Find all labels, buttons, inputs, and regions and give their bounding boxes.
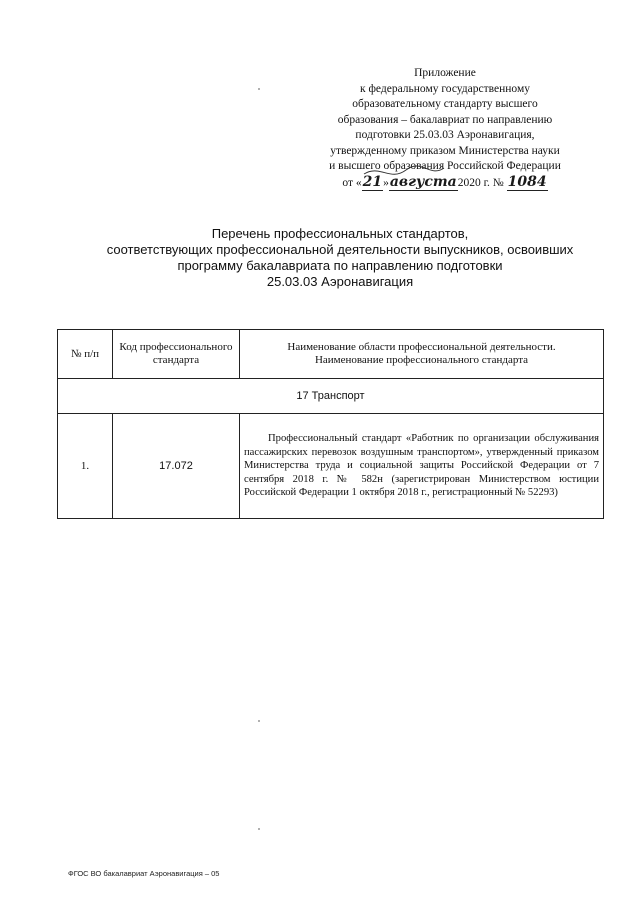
handwritten-day: 21 bbox=[362, 173, 383, 190]
table-header-row bbox=[58, 330, 604, 379]
appendix-line: к федеральному государственному bbox=[360, 82, 530, 95]
page-footer: ФГОС ВО бакалавриат Аэронавигация – 05 bbox=[68, 869, 220, 878]
scan-speck bbox=[258, 720, 260, 722]
row-name: Профессиональный стандарт «Работник по организации обслуживания пассажирских перевозок воздушным транспортом», утвержденный приказом Министерства труда и социальной защиты Российской Федерации от 7 сентября 2018 г. № 582н (зарегистрирован Министерством юстиции Российской Федерации 1 октября 2018 г., регистрационный № 52293) bbox=[240, 414, 604, 519]
appendix-line: образования – бакалавриат по направлению bbox=[337, 113, 553, 126]
title-line: программу бакалавриата по направлению подготовки bbox=[177, 258, 503, 273]
section-title: 17 Транспорт bbox=[58, 379, 604, 414]
date-day-close: » bbox=[383, 176, 389, 189]
title-line: соответствующих профессиональной деятельности выпускников, освоивших bbox=[106, 242, 574, 257]
header-code: Код профессионального стандарта bbox=[113, 330, 240, 379]
signature-scribble-icon bbox=[360, 160, 480, 184]
handwritten-month: августа bbox=[389, 173, 457, 190]
scan-speck bbox=[258, 828, 260, 830]
section-row bbox=[58, 379, 604, 414]
header-name bbox=[240, 330, 604, 379]
row-code: 17.072 bbox=[113, 414, 240, 519]
scan-speck bbox=[258, 88, 260, 90]
header-name-line2: Наименование профессионального стандарта bbox=[314, 354, 529, 366]
title-line: 25.03.03 Аэронавигация bbox=[266, 274, 414, 289]
date-prefix: от « bbox=[342, 176, 362, 189]
appendix-line: и высшего образования Российской Федерации bbox=[329, 160, 561, 172]
appendix-line: Приложение bbox=[414, 67, 476, 79]
row-num: 1. bbox=[58, 414, 113, 519]
header-name-line1: Наименование области профессиональной деятельности. bbox=[287, 341, 556, 353]
appendix-line: образовательному стандарту высшего bbox=[352, 98, 538, 110]
title-line: Перечень профессиональных стандартов, bbox=[211, 226, 469, 241]
document-title bbox=[40, 226, 640, 290]
standards-table bbox=[57, 329, 604, 519]
table-row bbox=[58, 414, 604, 519]
appendix-line: утвержденному приказом Министерства науки bbox=[330, 144, 560, 157]
appendix-line: подготовки 25.03.03 Аэронавигация, bbox=[355, 129, 535, 141]
handwritten-order-number: 1084 bbox=[507, 173, 547, 190]
date-year: 2020 г. № bbox=[457, 176, 504, 189]
header-num: № п/п bbox=[58, 330, 113, 379]
